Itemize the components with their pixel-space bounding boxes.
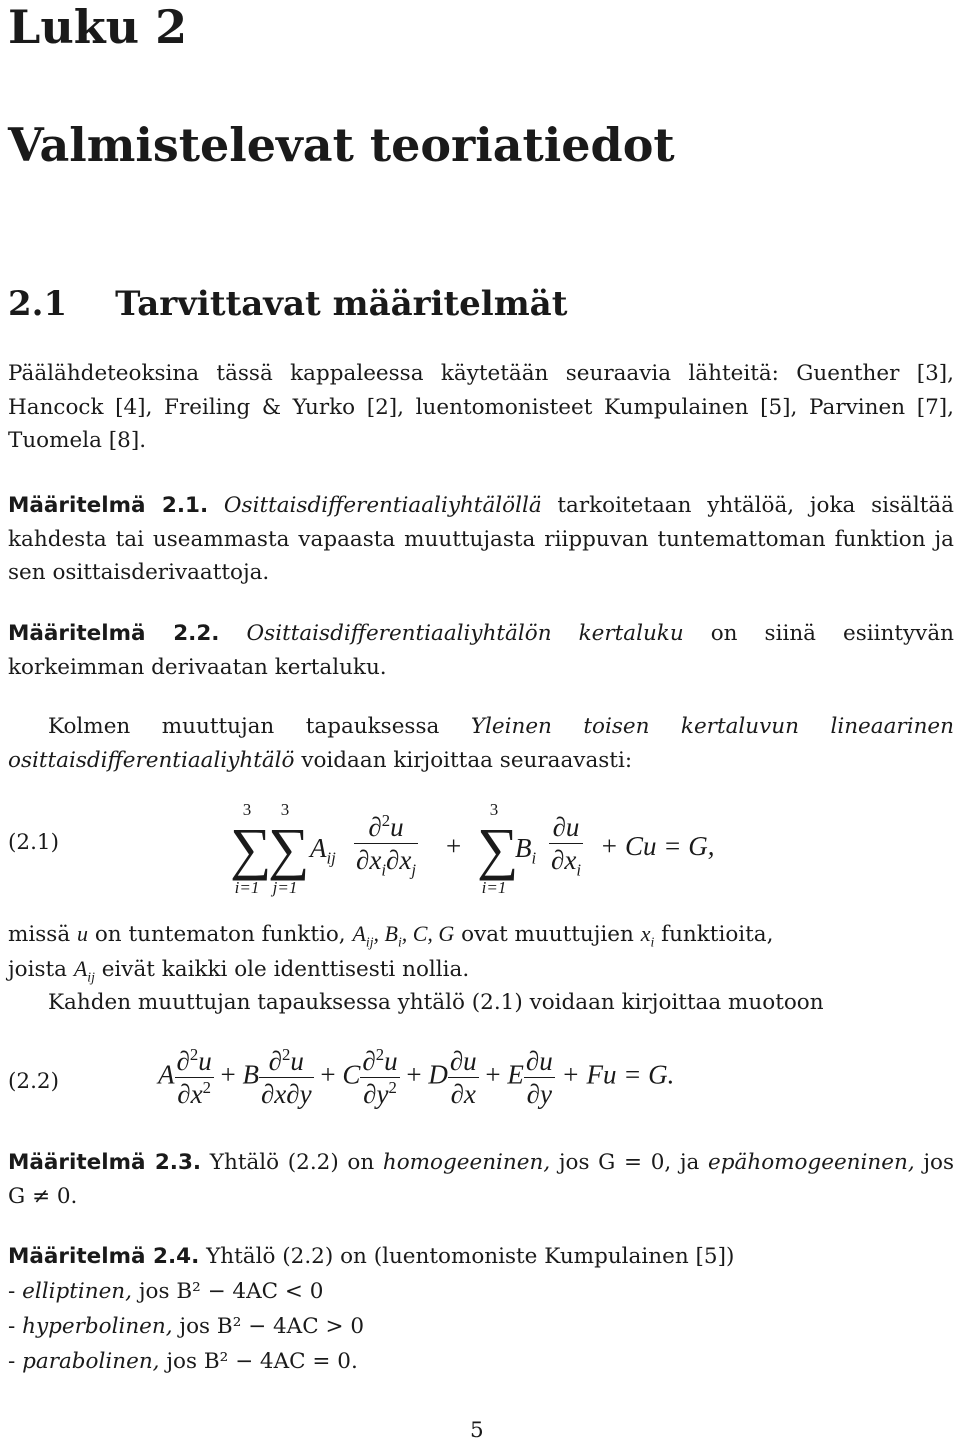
sigma-symbol: ∑ [230,816,272,881]
coefficient-a-ij: $A_{ij}$ [310,833,336,868]
definition-term: Osittaisdifferentiaaliyhtälöllä [223,493,542,518]
first-derivative-fraction: $\frac{\partial u}{\partial x_i}$ [551,812,581,880]
definition-text: tarkoitetaan yhtälöä, joka sisältää kahdesta tai useammasta vapaasta muuttujasta riippuvan tuntemattoman funktion ja sen osittaisderivaattoja. [8,493,954,585]
intro-paragraph: Päälähdeteoksina tässä kappaleessa käytetään seuraavia lähteitä: Guenther [3], Hancock [4], Freiling & Yurko [2], luentomonisteet Kumpulainen [5], Parvinen [7], Tuomela [8]. [8,361,954,453]
list-condition: jos B² − 4AC = 0. [166,1349,358,1374]
where-text: joista [8,957,67,982]
definition-text: Yhtälö (2.2) on [209,1150,375,1175]
definition-2-1 [8,489,954,590]
where-line-2: joista $A_{ij}$ eivät kaikki ole identtisesti nollia. [8,956,470,985]
paragraph-text: voidaan kirjoittaa seuraavasti: [301,747,633,773]
equation-tail: + Fu = G. [561,1059,675,1090]
definition-text: jos G ≠ 0. [8,1150,954,1209]
definition-label: Määritelmä 2.1. [8,493,209,518]
sum-lower-limit: i=1 [234,878,260,897]
sigma-symbol: ∑ [268,816,310,881]
where-text: missä [8,922,71,947]
where-line-1: missä u on tuntematon funktio, $A_{ij}$, $B_i$, C, G ovat muuttujien $x_i$ funktioita, [8,921,774,950]
sum-upper-limit: 3 [280,800,290,819]
definition-label: Määritelmä 2.4. [8,1244,200,1269]
chapter-title: Valmistelevat teoriatiedot [8,118,675,172]
equation-rhs: + Cu = G, [600,831,715,861]
list-condition: jos B² − 4AC < 0 [138,1279,324,1304]
definition-term: epähomogeeninen, [708,1150,915,1175]
page-number: 5 [470,1418,484,1443]
list-item [8,1345,358,1378]
sigma-symbol: ∑ [477,816,519,881]
list-dash: - [8,1279,16,1304]
sum-upper-limit: 3 [489,800,499,819]
equation-number-2-2: (2.2) [8,1069,59,1094]
sum-i-second [477,800,519,898]
where-text: funktioita, [661,922,774,947]
list-dash: - [8,1314,16,1339]
coefficient-b-i: $B_i$ [515,833,537,868]
sum-lower-limit: i=1 [481,878,507,897]
list-term: parabolinen, [22,1349,160,1374]
definition-label: Määritelmä 2.3. [8,1150,202,1175]
definition-text: Yhtälö (2.2) on (luentomoniste Kumpulainen [5]) [206,1244,735,1269]
paragraph-term: Yleinen toisen kertaluvun lineaarinen osittaisdifferentiaaliyhtälö [8,714,954,773]
sum-j [268,800,310,898]
list-condition: jos B² − 4AC > 0 [179,1314,365,1339]
list-item [8,1275,323,1308]
sum-lower-limit: j=1 [272,878,298,897]
definition-2-3 [8,1146,954,1213]
where-text: ovat muuttujien [461,922,634,947]
section-title: Tarvittavat määritelmät [115,284,568,324]
definition-term: homogeeninen, [382,1150,551,1175]
sum-upper-limit: 3 [242,800,252,819]
definition-label: Määritelmä 2.2. [8,621,220,646]
paragraph-text: Kolmen muuttujan tapauksessa [48,714,440,739]
where-text: eivät kaikki ole identtisesti nollia. [101,957,470,982]
list-dash: - [8,1349,16,1374]
definition-text: on siinä esiintyvän korkeimman derivaatan kertaluku. [8,621,954,680]
equation-number-2-1: (2.1) [8,830,59,855]
second-derivative-fraction: $\frac{\partial^2u}{\partial x_i\partial x_j}$ [356,811,416,880]
section-heading [8,283,567,325]
definition-2-4 [8,1240,734,1273]
plus-sign: + [446,831,462,861]
list-item [8,1310,364,1343]
equation-2-2: A $\frac{\partial^2u}{\partial x^2}$ + B $\frac{\partial^2u}{\partial x\partial y}$ + C $\frac{\partial^2u}{\partial y^2}$ + D $\frac{\partial u}{\partial x}$ + E $\frac{\partial u}{\partial y}$ + Fu = G. [158,1045,675,1109]
definition-2-2 [8,617,954,684]
list-term: elliptinen, [22,1279,132,1304]
two-variable-paragraph: Kahden muuttujan tapauksessa yhtälö (2.1) voidaan kirjoittaa muotoon [48,990,824,1015]
list-term: hyperbolinen, [22,1314,173,1339]
sum-i [230,800,272,898]
three-variable-paragraph [8,710,954,777]
definition-term: Osittaisdifferentiaaliyhtälön kertaluku [246,621,684,646]
section-number: 2.1 [8,284,68,324]
chapter-label: Luku 2 [8,0,188,54]
where-text: on tuntematon funktio, [94,922,346,947]
definition-text: jos G = 0, ja [558,1150,700,1175]
